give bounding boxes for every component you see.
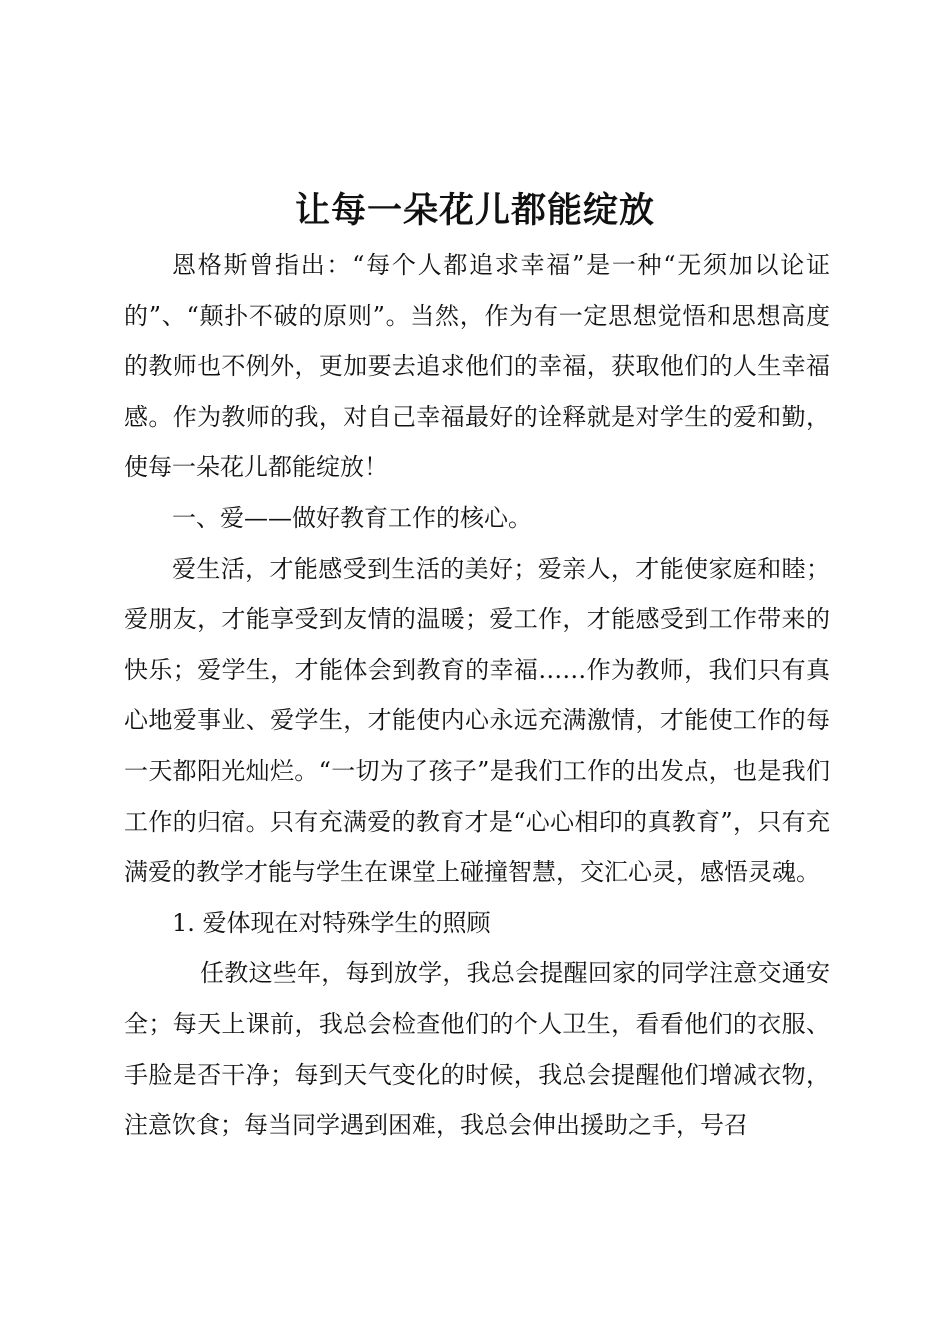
- paragraph-intro: 恩格斯曾指出：“每个人都追求幸福”是一种“无须加以论证的”、“颠扑不破的原则”。当然，作为有一定思想觉悟和思想高度的教师也不例外，更加要去追求他们的幸福，获取他们的人生幸福感。作为教师的我，对自己幸福最好的诠释就是对学生的爱和勤，使每一朵花儿都能绽放！: [124, 251, 830, 482]
- section-heading-love: 一、爱——做好教育工作的核心。: [172, 503, 532, 532]
- document-body: [124, 240, 830, 1151]
- paragraph-care: 任教这些年，每到放学，我总会提醒回家的同学注意交通安全；每天上课前，我总会检查他们的个人卫生，看看他们的衣服、手脸是否干净；每到天气变化的时候，我总会提醒他们增减衣物，注意饮食；每当同学遇到困难，我总会伸出援助之手，号召: [124, 959, 830, 1140]
- document-title: 让每一朵花儿都能绽放: [294, 190, 655, 231]
- subheading-special-students: 1. 爱体现在对特殊学生的照顾: [172, 908, 491, 937]
- paragraph-love: 爱生活，才能感受到生活的美好；爱亲人，才能使家庭和睦；爱朋友，才能享受到友情的温暖；爱工作，才能感受到工作带来的快乐；爱学生，才能体会到教育的幸福……作为教师，我们只有真心地爱事业、爱学生，才能使内心永远充满激情，才能使工作的每一天都阳光灿烂。“一切为了孩子”是我们工作的出发点，也是我们工作的归宿。只有充满爱的教育才是“心心相印的真教育”，只有充满爱的教学才能与学生在课堂上碰撞智慧，交汇心灵，感悟灵魂。: [124, 554, 830, 887]
